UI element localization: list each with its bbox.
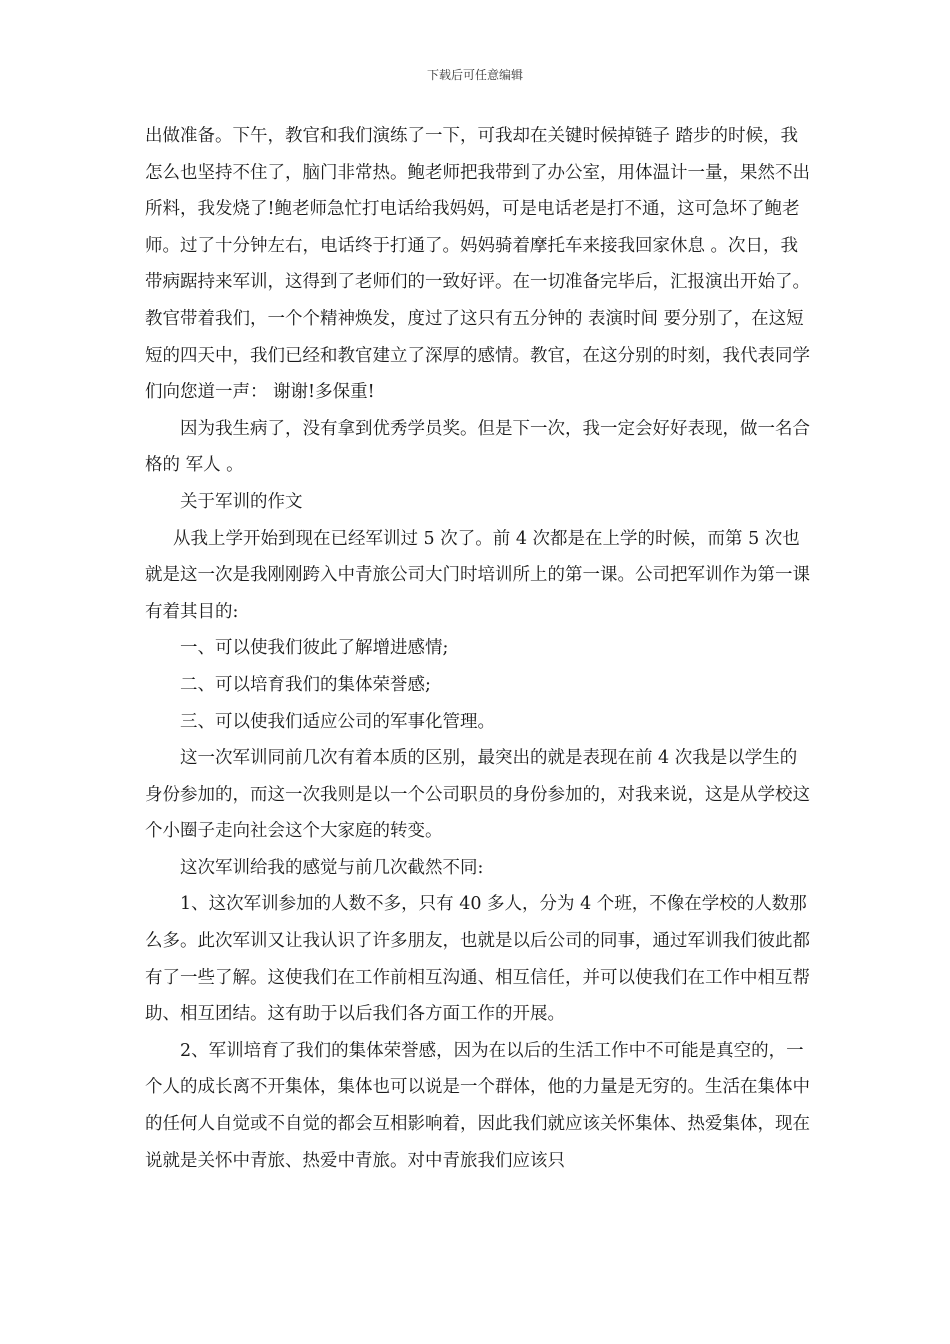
list-item: 三、可以使我们适应公司的军事化管理。 (180, 711, 495, 732)
paragraph: 这一次军训同前几次有着本质的区别，最突出的就是表现在前 4 次我是以学生的身份参加的，而这一次我则是以一个公司职员的身份参加的，对我来说，这是从学校这个小圈子走向社会这个大家庭的转变。 (145, 748, 810, 842)
paragraph: 1、这次军训参加的人数不多，只有 40 多人，分为 4 个班，不像在学校的人数那么多。此次军训又让我认识了许多朋友，也就是以后公司的同事，通过军训我们彼此都有了一些了解。这使我们在工作前相互沟通、相互信任，并可以使我们在工作中相互帮助、相互团结。这有助于以后我们各方面工作的开展。 (145, 894, 810, 1025)
list-item: 一、可以使我们彼此了解增进感情; (180, 638, 449, 659)
page-header: 下载后可任意编辑 (426, 68, 523, 82)
paragraph: 出做准备。下午，教官和我们演练了一下，可我却在关键时候掉链子 踏步的时候，我怎么也坚持不住了，脑门非常热。鲍老师把我带到了办公室，用体温计一量，果然不出所料，我发烧了!鲍老师急忙打电话给我妈妈，可是电话老是打不通，这可急坏了鲍老师。过了十分钟左右，电话终于打通了。妈妈骑着摩托车来接我回家休息 。次日，我带病踞持来军训，这得到了老师们的一致好评。在一切准备完毕后，汇报演出开始了。教官带着我们，一个个精神焕发，度过了这只有五分钟的 表演时间 要分别了，在这短短的四天中，我们已经和教官建立了深厚的感情。教官，在这分别的时刻，我代表同学们向您道一声： 谢谢!多保重! (145, 126, 810, 403)
paragraph: 从我上学开始到现在已经军训过 5 次了。前 4 次都是在上学的时候，而第 5 次也就是这一次是我刚刚跨入中青旅公司大门时培训所上的第一课。公司把军训作为第一课有着其目的: (145, 528, 810, 622)
paragraph: 2、军训培育了我们的集体荣誉感，因为在以后的生活工作中不可能是真空的，一个人的成长离不开集体，集体也可以说是一个群体，他的力量是无穷的。生活在集体中的任何人自觉或不自觉的都会互相影响着，因此我们就应该关怀集体、热爱集体，现在说就是关怀中青旅、热爱中青旅。对中青旅我们应该只 (145, 1040, 810, 1171)
paragraph: 这次军训给我的感觉与前几次截然不同: (180, 857, 484, 878)
document-body (145, 118, 813, 1179)
paragraph: 因为我生病了，没有拿到优秀学员奖。但是下一次，我一定会好好表现，做一名合格的 军人 。 (145, 418, 810, 476)
section-title: 关于军训的作文 (180, 491, 303, 512)
list-item: 二、可以培育我们的集体荣誉感; (180, 674, 431, 695)
